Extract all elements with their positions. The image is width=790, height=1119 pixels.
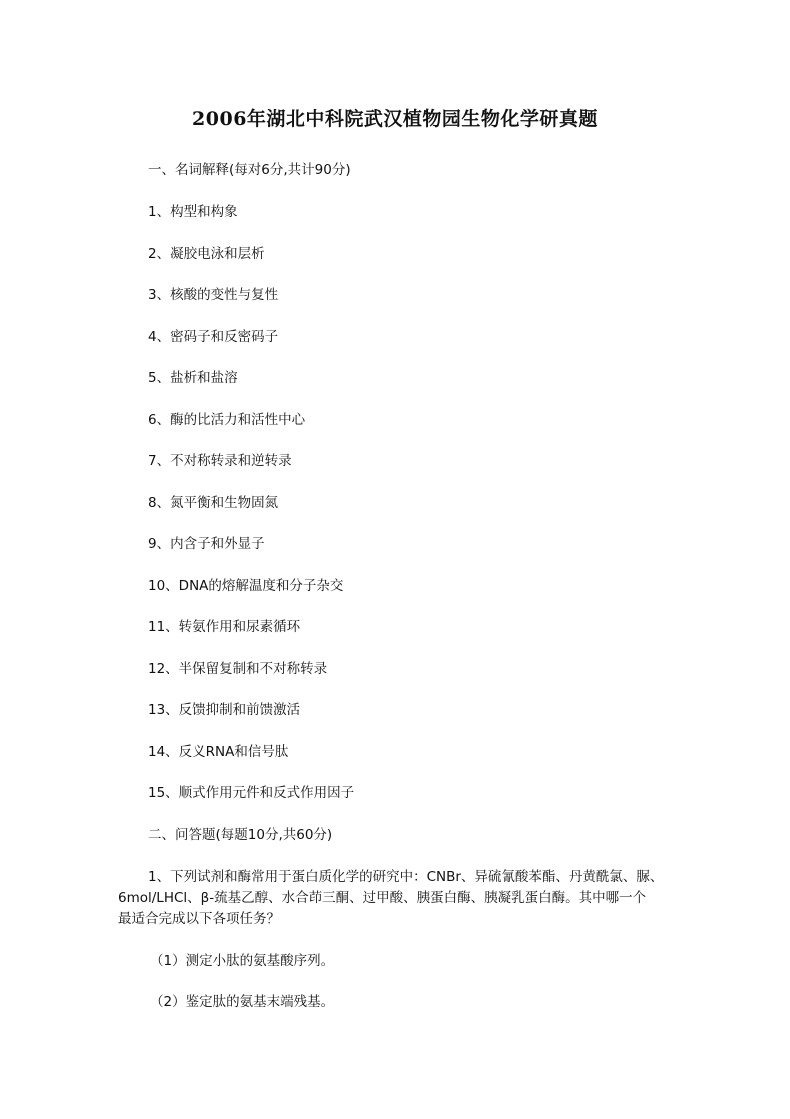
document-title: 2006年湖北中科院武汉植物园生物化学研真题 <box>192 108 598 130</box>
question-text: 1、下列试剂和酶常用于蛋白质化学的研究中：CNBr、异硫氰酸苯酯、丹黄酰氯、脲、 <box>148 869 664 885</box>
sub-question: （1）测定小肽的氨基酸序列。 <box>150 953 335 969</box>
list-item: 6、酶的比活力和活性中心 <box>148 412 306 428</box>
list-item: 13、反馈抑制和前馈激活 <box>148 702 301 718</box>
list-item: 3、核酸的变性与复性 <box>148 287 279 303</box>
list-item: 11、转氨作用和尿素循环 <box>148 619 301 635</box>
list-item: 5、盐析和盐溶 <box>148 370 238 386</box>
list-item: 1、构型和构象 <box>148 204 238 220</box>
list-item: 7、不对称转录和逆转录 <box>148 453 292 469</box>
section-heading: 二、问答题(每题10分,共60分) <box>148 827 333 843</box>
section-heading: 一、名词解释(每对6分,共计90分) <box>148 162 351 178</box>
list-item: 15、顺式作用元件和反式作用因子 <box>148 785 355 801</box>
question-text: 最适合完成以下各项任务？ <box>118 911 280 927</box>
list-item: 12、半保留复制和不对称转录 <box>148 661 328 677</box>
list-item: 14、反义RNA和信号肽 <box>148 744 289 760</box>
list-item: 9、内含子和外显子 <box>148 536 265 552</box>
list-item: 8、氮平衡和生物固氮 <box>148 495 279 511</box>
question-text: 6mol/LHCl、β-巯基乙醇、水合茚三酮、过甲酸、胰蛋白酶、胰凝乳蛋白酶。其中哪一个 <box>118 890 647 906</box>
list-item: 10、DNA的熔解温度和分子杂交 <box>148 578 344 594</box>
list-item: 4、密码子和反密码子 <box>148 329 279 345</box>
sub-question: （2）鉴定肽的氨基末端残基。 <box>150 994 335 1010</box>
list-item: 2、凝胶电泳和层析 <box>148 246 265 262</box>
